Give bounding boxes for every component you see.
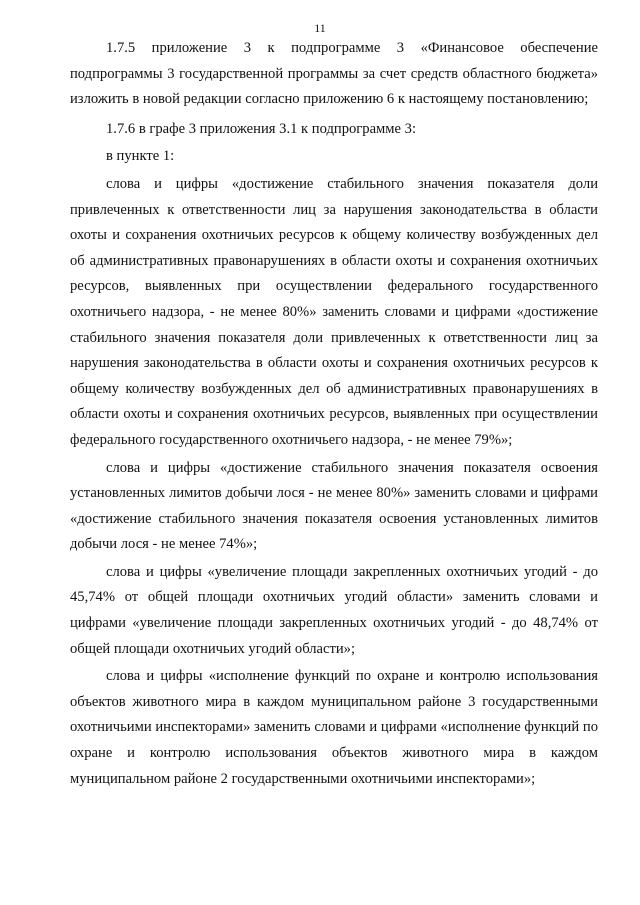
page-number: 11 xyxy=(314,21,326,35)
paragraph-item-1: в пункте 1: xyxy=(106,148,175,165)
paragraph-1-7-6: 1.7.6 в графе 3 приложения 3.1 к подпрограмме 3: xyxy=(106,120,416,137)
document-body xyxy=(70,36,598,792)
paragraph-hunting-grounds: слова и цифры «увеличение площади закрепленных охотничьих угодий - до 45,74% от общей площади охотничьих угодий области» заменить словами и цифрами «увеличение площади закрепленных охотничьих угодий - до 48,74% от общей площади охотничьих угодий области»; xyxy=(70,563,598,657)
paragraph-moose-limits: слова и цифры «достижение стабильного значения показателя освоения установленных лимитов добычи лося - не менее 80%» заменить словами и цифрами «достижение стабильного значения показателя освоения установленных лимитов добычи лося - не менее 74%»; xyxy=(70,459,598,553)
paragraph-hunting-violations: слова и цифры «достижение стабильного значения показателя доли привлеченных к ответственности лиц за нарушения законодательства в области охоты и сохранения охотничьих ресурсов к общему количеству возбужденных дел об административных правонарушениях в области охоты и сохранения охотничьих ресурсов, выявленных при осуществлении федерального государственного охотничьего надзора, - не менее 80%» заменить словами и цифрами «достижение стабильного значения показателя доли привлеченных к ответственности лиц за нарушения законодательства в области охоты и сохранения охотничьих ресурсов к общему количеству возбужденных дел об административных правонарушениях в области охоты и сохранения охотничьих ресурсов, выявленных при осуществлении федерального государственного охотничьего надзора, - не менее 79%»; xyxy=(70,175,598,448)
paragraph-wildlife-inspectors: слова и цифры «исполнение функций по охране и контролю использования объектов животного мира в каждом муниципальном районе 3 государственными охотничьими инспекторами» заменить словами и цифрами «исполнение функций по охране и контролю использования объектов животного мира в каждом муниципальном районе 2 государственными охотничьими инспекторами»; xyxy=(70,668,598,787)
paragraph-1-7-5: 1.7.5 приложение 3 к подпрограмме 3 «Финансовое обеспечение подпрограммы 3 государственной программы за счет средств областного бюджета» изложить в новой редакции согласно приложению 6 к настоящему постановлению; xyxy=(70,40,598,108)
